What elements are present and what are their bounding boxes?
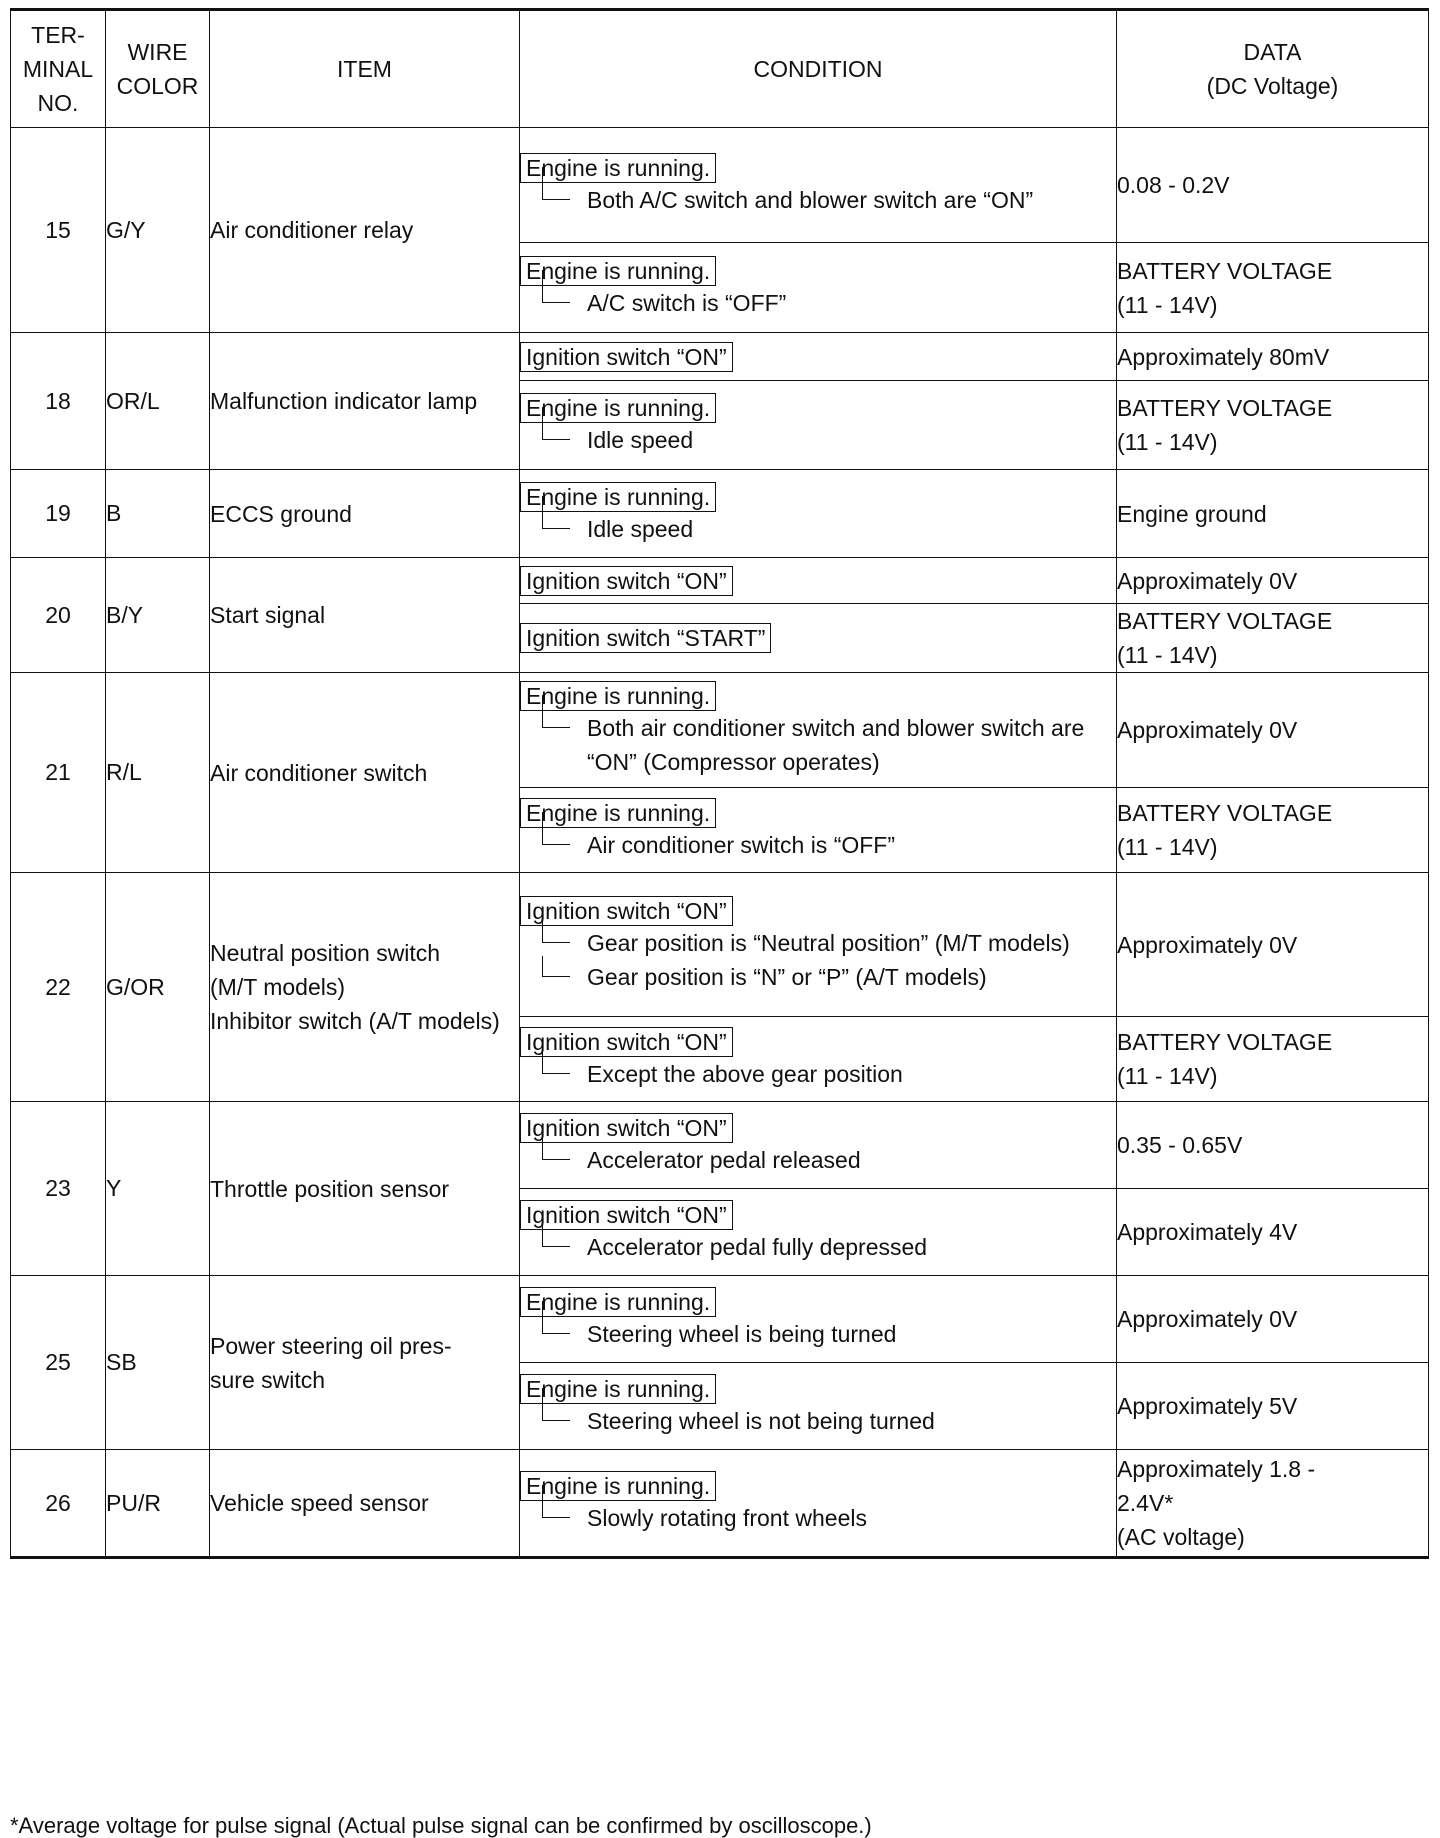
condition-sub: Idle speed	[542, 423, 1116, 457]
condition-sub: Except the above gear position	[542, 1057, 1116, 1091]
header-item: ITEM	[210, 10, 520, 128]
condition-cell	[520, 1363, 1117, 1450]
table-row	[11, 470, 1429, 558]
wire-color-cell: SB	[106, 1276, 210, 1450]
condition-cell	[520, 788, 1117, 873]
condition-box: Ignition switch “ON”	[520, 896, 733, 926]
terminal-data-table	[10, 8, 1429, 1559]
data-cell: BATTERY VOLTAGE (11 - 14V)	[1117, 604, 1429, 673]
table-row	[11, 1450, 1429, 1558]
terminal-cell: 23	[11, 1102, 106, 1276]
wire-color-cell: G/Y	[106, 128, 210, 333]
wire-color-cell: B	[106, 470, 210, 558]
data-cell: BATTERY VOLTAGE (11 - 14V)	[1117, 1017, 1429, 1102]
condition-cell	[520, 470, 1117, 558]
condition-box: Ignition switch “ON”	[520, 342, 733, 372]
condition-sub: Air conditioner switch is “OFF”	[542, 828, 1116, 862]
table-row	[11, 128, 1429, 243]
condition-sub: Both air conditioner switch and blower switch are “ON” (Compressor operates)	[542, 711, 1116, 779]
item-cell: Start signal	[210, 558, 520, 673]
condition-sub: Slowly rotating front wheels	[542, 1501, 1116, 1535]
condition-box: Ignition switch “ON”	[520, 1113, 733, 1143]
condition-box: Engine is running.	[520, 482, 716, 512]
footnote: *Average voltage for pulse signal (Actual pulse signal can be confirmed by oscilloscope.)	[10, 1813, 872, 1838]
condition-box: Engine is running.	[520, 798, 716, 828]
table-row	[11, 673, 1429, 788]
terminal-cell: 15	[11, 128, 106, 333]
condition-sub: Idle speed	[542, 512, 1116, 546]
item-cell: Neutral position switch (M/T models) Inhibitor switch (A/T models)	[210, 873, 520, 1102]
data-cell: BATTERY VOLTAGE (11 - 14V)	[1117, 788, 1429, 873]
terminal-cell: 22	[11, 873, 106, 1102]
data-cell: Engine ground	[1117, 470, 1429, 558]
item-cell: Power steering oil pres- sure switch	[210, 1276, 520, 1450]
condition-cell	[520, 673, 1117, 788]
item-cell: Vehicle speed sensor	[210, 1450, 520, 1558]
header-row	[11, 10, 1429, 128]
condition-box: Engine is running.	[520, 681, 716, 711]
condition-cell	[520, 1189, 1117, 1276]
header-data: DATA (DC Voltage)	[1117, 10, 1429, 128]
condition-cell	[520, 381, 1117, 470]
condition-sub: Both A/C switch and blower switch are “ON”	[542, 183, 1116, 217]
data-cell: Approximately 0V	[1117, 673, 1429, 788]
condition-box: Engine is running.	[520, 1374, 716, 1404]
condition-cell	[520, 1017, 1117, 1102]
table-row	[11, 1102, 1429, 1189]
condition-sub: Steering wheel is not being turned	[542, 1404, 1116, 1438]
item-cell: ECCS ground	[210, 470, 520, 558]
condition-box: Ignition switch “ON”	[520, 566, 733, 596]
condition-sub: Gear position is “N” or “P” (A/T models)	[542, 960, 1116, 994]
condition-sub: Gear position is “Neutral position” (M/T models)	[542, 926, 1116, 960]
header-condition: CONDITION	[520, 10, 1117, 128]
item-cell: Throttle position sensor	[210, 1102, 520, 1276]
condition-box: Ignition switch “ON”	[520, 1027, 733, 1057]
data-cell: Approximately 0V	[1117, 1276, 1429, 1363]
condition-cell	[520, 243, 1117, 333]
header-terminal: TER- MINAL NO.	[11, 10, 106, 128]
header-wire-color: WIRE COLOR	[106, 10, 210, 128]
wire-color-cell: G/OR	[106, 873, 210, 1102]
terminal-cell: 20	[11, 558, 106, 673]
condition-cell	[520, 128, 1117, 243]
condition-cell	[520, 1102, 1117, 1189]
wire-color-cell: OR/L	[106, 333, 210, 470]
table-row	[11, 558, 1429, 604]
table-row	[11, 333, 1429, 381]
item-cell: Malfunction indicator lamp	[210, 333, 520, 470]
condition-box: Ignition switch “START”	[520, 623, 771, 653]
condition-box: Engine is running.	[520, 1471, 716, 1501]
data-cell: Approximately 0V	[1117, 558, 1429, 604]
data-cell: Approximately 4V	[1117, 1189, 1429, 1276]
item-cell: Air conditioner relay	[210, 128, 520, 333]
item-cell: Air conditioner switch	[210, 673, 520, 873]
condition-sub: Accelerator pedal released	[542, 1143, 1116, 1177]
condition-box: Engine is running.	[520, 153, 716, 183]
wire-color-cell: Y	[106, 1102, 210, 1276]
terminal-cell: 25	[11, 1276, 106, 1450]
condition-box: Engine is running.	[520, 256, 716, 286]
condition-cell	[520, 1276, 1117, 1363]
table-row	[11, 1276, 1429, 1363]
data-cell: Approximately 5V	[1117, 1363, 1429, 1450]
data-cell: 0.35 - 0.65V	[1117, 1102, 1429, 1189]
condition-box: Ignition switch “ON”	[520, 1200, 733, 1230]
data-cell: BATTERY VOLTAGE (11 - 14V)	[1117, 243, 1429, 333]
wire-color-cell: B/Y	[106, 558, 210, 673]
terminal-cell: 19	[11, 470, 106, 558]
condition-sub: Steering wheel is being turned	[542, 1317, 1116, 1351]
wire-color-cell: R/L	[106, 673, 210, 873]
terminal-cell: 21	[11, 673, 106, 873]
terminal-cell: 26	[11, 1450, 106, 1558]
condition-cell	[520, 558, 1117, 604]
condition-box: Engine is running.	[520, 393, 716, 423]
condition-sub: A/C switch is “OFF”	[542, 286, 1116, 320]
data-cell: Approximately 0V	[1117, 873, 1429, 1017]
condition-sub: Accelerator pedal fully depressed	[542, 1230, 1116, 1264]
wire-color-cell: PU/R	[106, 1450, 210, 1558]
data-cell: Approximately 80mV	[1117, 333, 1429, 381]
terminal-cell: 18	[11, 333, 106, 470]
condition-cell	[520, 873, 1117, 1017]
condition-cell	[520, 604, 1117, 673]
table-row	[11, 873, 1429, 1017]
condition-cell	[520, 1450, 1117, 1558]
condition-cell	[520, 333, 1117, 381]
data-cell: 0.08 - 0.2V	[1117, 128, 1429, 243]
data-cell: BATTERY VOLTAGE (11 - 14V)	[1117, 381, 1429, 470]
data-cell: Approximately 1.8 - 2.4V* (AC voltage)	[1117, 1450, 1429, 1558]
condition-box: Engine is running.	[520, 1287, 716, 1317]
